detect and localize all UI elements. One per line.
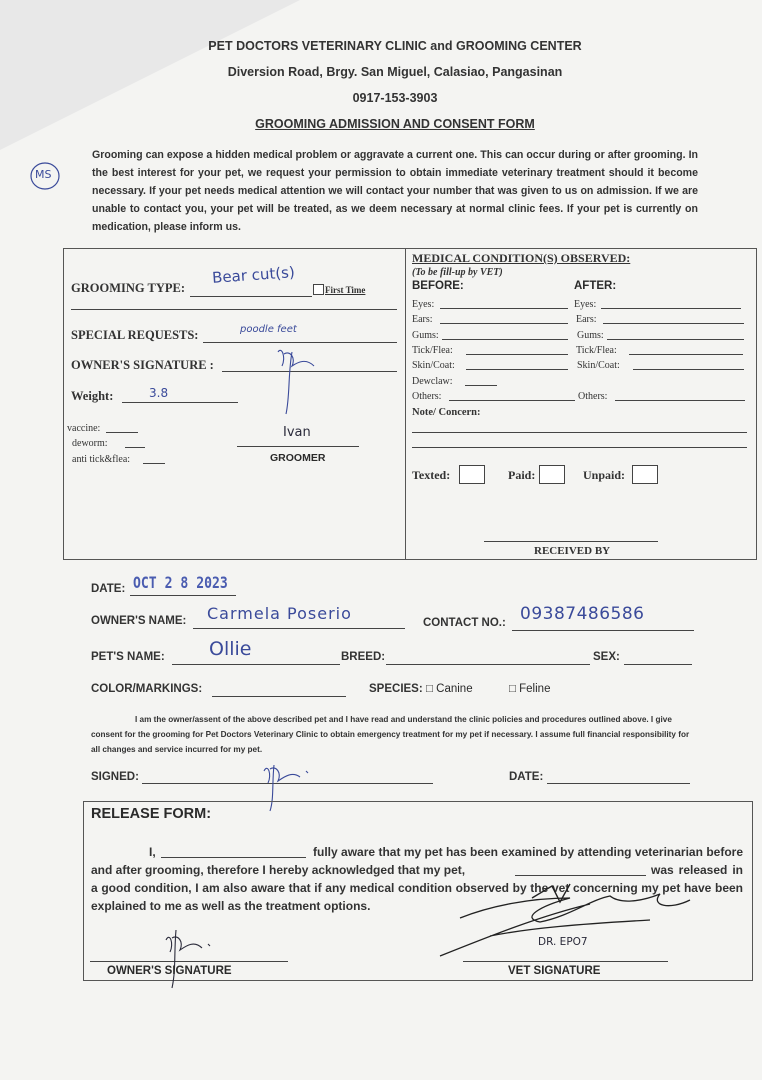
release-owner-signature-label: OWNER'S SIGNATURE [107, 965, 232, 977]
deworm-label: deworm: [72, 438, 108, 449]
species-feline-option[interactable]: □ Feline [509, 683, 551, 695]
vaccine-line [106, 432, 138, 433]
box-divider [405, 248, 406, 559]
weight-line [122, 402, 238, 403]
after-skin-line[interactable] [633, 369, 744, 370]
special-requests-label: SPECIAL REQUESTS: [71, 328, 199, 342]
before-gums-label: Gums: [412, 330, 439, 341]
grooming-type-value[interactable]: Bear cut(s) [211, 263, 296, 287]
clinic-phone: 0917-153-3903 [352, 91, 438, 105]
before-others-line[interactable] [449, 400, 575, 401]
sex-line[interactable] [624, 664, 692, 665]
release-text-1: I, [149, 845, 156, 859]
after-eyes-line[interactable] [601, 308, 741, 309]
color-line[interactable] [212, 696, 346, 697]
consent-paragraph: I am the owner/assent of the above described pet and I have read and understand the clinic policies and procedures outlined above. I give consent for the grooming for Pet Doctors Veterinary Clinic to obtain emergency treatment for my pet if necessary. I assume full financial responsibility for all changes and service incurred for my pet. [91, 715, 690, 754]
release-owner-signature-scribble [160, 916, 220, 990]
paid-label: Paid: [508, 468, 536, 482]
color-label: COLOR/MARKINGS: [91, 683, 203, 695]
after-tick-label: Tick/Flea: [576, 345, 617, 356]
before-skin-label: Skin/Coat: [412, 360, 455, 371]
clinic-name: PET DOCTORS VETERINARY CLINIC and GROOMING CENTER [208, 39, 582, 53]
note-line-2[interactable] [412, 447, 747, 448]
grooming-type-line-2 [71, 309, 397, 310]
signed-date-label: DATE: [509, 771, 544, 783]
owner-name-label: OWNER'S NAME: [91, 615, 187, 627]
after-ears-line[interactable] [603, 323, 744, 324]
owner-signature-scribble [272, 344, 322, 416]
received-by-line[interactable] [484, 541, 658, 542]
pet-name-value[interactable]: Ollie [209, 638, 252, 660]
contact-value[interactable]: 09387486586 [520, 604, 645, 624]
date-line [130, 595, 236, 596]
contact-label: CONTACT NO.: [423, 617, 506, 629]
after-ears-label: Ears: [576, 314, 597, 325]
release-vet-signature-label: VET SIGNATURE [508, 965, 601, 977]
after-gums-line[interactable] [607, 339, 744, 340]
after-eyes-label: Eyes: [574, 299, 597, 310]
pet-name-line [172, 664, 340, 665]
form-title: GROOMING ADMISSION AND CONSENT FORM [255, 117, 535, 131]
unpaid-label: Unpaid: [583, 468, 626, 482]
before-skin-line[interactable] [466, 369, 568, 370]
antitick-line [143, 463, 165, 464]
special-requests-line [203, 342, 397, 343]
texted-label: Texted: [412, 468, 451, 482]
before-tick-line[interactable] [466, 354, 568, 355]
before-label: BEFORE: [412, 280, 464, 292]
owner-signature-label: OWNER'S SIGNATURE : [71, 358, 214, 372]
after-others-label: Others: [578, 391, 608, 402]
before-tick-label: Tick/Flea: [412, 345, 453, 356]
after-tick-line[interactable] [629, 354, 743, 355]
deworm-line [125, 447, 145, 448]
date-label: DATE: [91, 583, 126, 595]
owner-name-value[interactable]: Carmela Poserio [207, 604, 352, 623]
contact-line [512, 630, 694, 631]
vaccine-label: vaccine: [67, 423, 101, 434]
grooming-type-line [190, 296, 312, 297]
before-dewclaw-label: Dewclaw: [412, 376, 453, 387]
weight-label: Weight: [71, 389, 114, 403]
weight-value[interactable]: 3.8 [149, 386, 169, 400]
date-stamp-value[interactable]: OCT 2 8 2023 [133, 573, 228, 592]
before-ears-label: Ears: [412, 314, 433, 325]
before-dewclaw-line[interactable] [465, 385, 497, 386]
before-eyes-label: Eyes: [412, 299, 435, 310]
intro-paragraph: Grooming can expose a hidden medical problem or aggravate a current one. This can occur during or after grooming. In the best interest for your pet, we request your permission to obtain immediate veterinary treatment should it become necessary. If your pet needs medical attention we will contact your number that was given to us on admission. If we are unable to contact you, your pet will be treated, as we deem necessary at normal clinic fees. If your pet is currently on medication, please inform us. [92, 149, 698, 233]
pet-name-label: PET'S NAME: [91, 651, 165, 663]
special-requests-value[interactable]: poodle feet [240, 324, 297, 335]
note-line-1[interactable] [412, 432, 747, 433]
release-text-3: was released in a good condition, I am also aware that if any medical condition observed by the vet concerning my pet have been explained to me as well as the treatment options. [91, 863, 743, 913]
received-by-label: RECEIVED BY [534, 545, 611, 557]
before-others-label: Others: [412, 391, 442, 402]
first-time-label: First Time [325, 285, 366, 295]
release-vet-signature-line[interactable] [463, 961, 668, 962]
margin-initials: MS [35, 168, 52, 181]
after-others-line[interactable] [615, 400, 745, 401]
species-label: SPECIES: [369, 683, 423, 695]
breed-line[interactable] [386, 664, 590, 665]
signed-date-line[interactable] [547, 783, 690, 784]
before-gums-line[interactable] [442, 339, 568, 340]
first-time-checkbox[interactable] [313, 284, 324, 295]
groomer-value[interactable]: Ivan [283, 425, 311, 440]
antitick-label: anti tick&flea: [72, 454, 131, 465]
after-skin-label: Skin/Coat: [577, 360, 620, 371]
paid-checkbox[interactable] [539, 465, 565, 484]
clinic-address: Diversion Road, Brgy. San Miguel, Calasiao, Pangasinan [227, 65, 563, 79]
groomer-line [237, 446, 359, 447]
after-gums-label: Gums: [577, 330, 604, 341]
medical-subtitle: (To be fill-up by VET) [412, 267, 503, 278]
release-text-2: fully aware that my pet has been examined by attending veterinarian before and after grooming, therefore I hereby acknowledged that my pet, [91, 845, 743, 877]
species-canine-option[interactable]: □ Canine [426, 683, 473, 695]
texted-checkbox[interactable] [459, 465, 485, 484]
groomer-label: GROOMER [270, 452, 326, 464]
grooming-type-label: GROOMING TYPE: [71, 281, 186, 295]
medical-title: MEDICAL CONDITION(S) OBSERVED: [412, 251, 631, 265]
release-title: RELEASE FORM: [91, 806, 212, 822]
before-eyes-line[interactable] [440, 308, 568, 309]
sex-label: SEX: [593, 651, 620, 663]
vet-signature-scribble [420, 876, 700, 966]
note-label: Note/ Concern: [412, 407, 481, 418]
unpaid-checkbox[interactable] [632, 465, 658, 484]
owner-name-line [193, 628, 405, 629]
vet-signature-note: DR. EPO7 [538, 936, 588, 948]
after-label: AFTER: [574, 280, 617, 292]
before-ears-line[interactable] [440, 323, 568, 324]
breed-label: BREED: [341, 651, 386, 663]
signed-label: SIGNED: [91, 771, 139, 783]
